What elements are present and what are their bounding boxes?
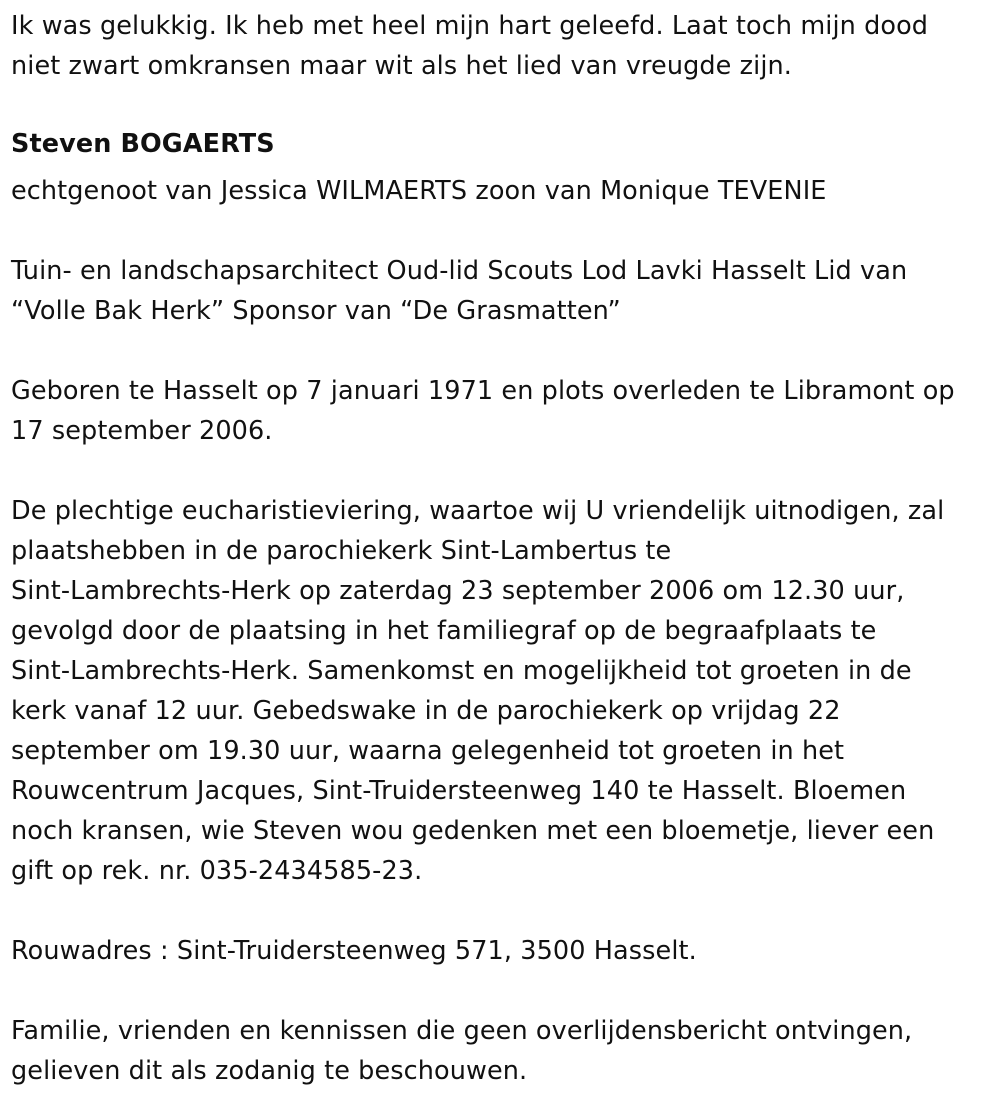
ceremony-line: Sint-Lambrechts-Herk op zaterdag 23 september 2006 om 12.30 uur, [11, 576, 905, 606]
ceremony-line: noch kransen, wie Steven wou gedenken met een bloemetje, liever een [11, 816, 935, 846]
birth-death-line: 17 september 2006. [11, 416, 273, 446]
roles-line: Tuin- en landschapsarchitect Oud-lid Scouts Lod Lavki Hasselt Lid van [11, 256, 908, 286]
ceremony-line: gift op rek. nr. 035-2434585-23. [11, 856, 423, 886]
ceremony-line: kerk vanaf 12 uur. Gebedswake in de parochiekerk op vrijdag 22 [11, 696, 841, 726]
family-relations: echtgenoot van Jessica WILMAERTS zoon van Monique TEVENIE [11, 176, 827, 206]
obituary-notice [11, 6, 986, 1091]
ceremony-paragraph [11, 491, 986, 891]
ceremony-line: september om 19.30 uur, waarna gelegenheid tot groeten in het [11, 736, 845, 766]
closing-line: gelieven dit als zodanig te beschouwen. [11, 1056, 528, 1086]
motto-line: niet zwart omkransen maar wit als het lied van vreugde zijn. [11, 51, 792, 81]
birth-death-paragraph [11, 371, 986, 451]
ceremony-line: Sint-Lambrechts-Herk. Samenkomst en mogelijkheid tot groeten in de [11, 656, 912, 686]
ceremony-line: plaatshebben in de parochiekerk Sint-Lambertus te [11, 536, 672, 566]
motto-line: Ik was gelukkig. Ik heb met heel mijn hart geleefd. Laat toch mijn dood [11, 11, 929, 41]
closing-line: Familie, vrienden en kennissen die geen overlijdensbericht ontvingen, [11, 1016, 913, 1046]
roles-paragraph [11, 251, 986, 331]
roles-line: “Volle Bak Herk” Sponsor van “De Grasmatten” [11, 296, 621, 326]
birth-death-line: Geboren te Hasselt op 7 januari 1971 en plots overleden te Libramont op [11, 376, 955, 406]
mourning-address: Rouwadres : Sint-Truidersteenweg 571, 3500 Hasselt. [11, 936, 697, 966]
ceremony-line: De plechtige eucharistieviering, waartoe wij U vriendelijk uitnodigen, zal [11, 496, 945, 526]
motto-paragraph [11, 6, 986, 86]
deceased-name: Steven BOGAERTS [11, 129, 275, 159]
ceremony-line: gevolgd door de plaatsing in het familiegraf op de begraafplaats te [11, 616, 877, 646]
closing-paragraph [11, 1011, 986, 1091]
ceremony-line: Rouwcentrum Jacques, Sint-Truidersteenweg 140 te Hasselt. Bloemen [11, 776, 907, 806]
